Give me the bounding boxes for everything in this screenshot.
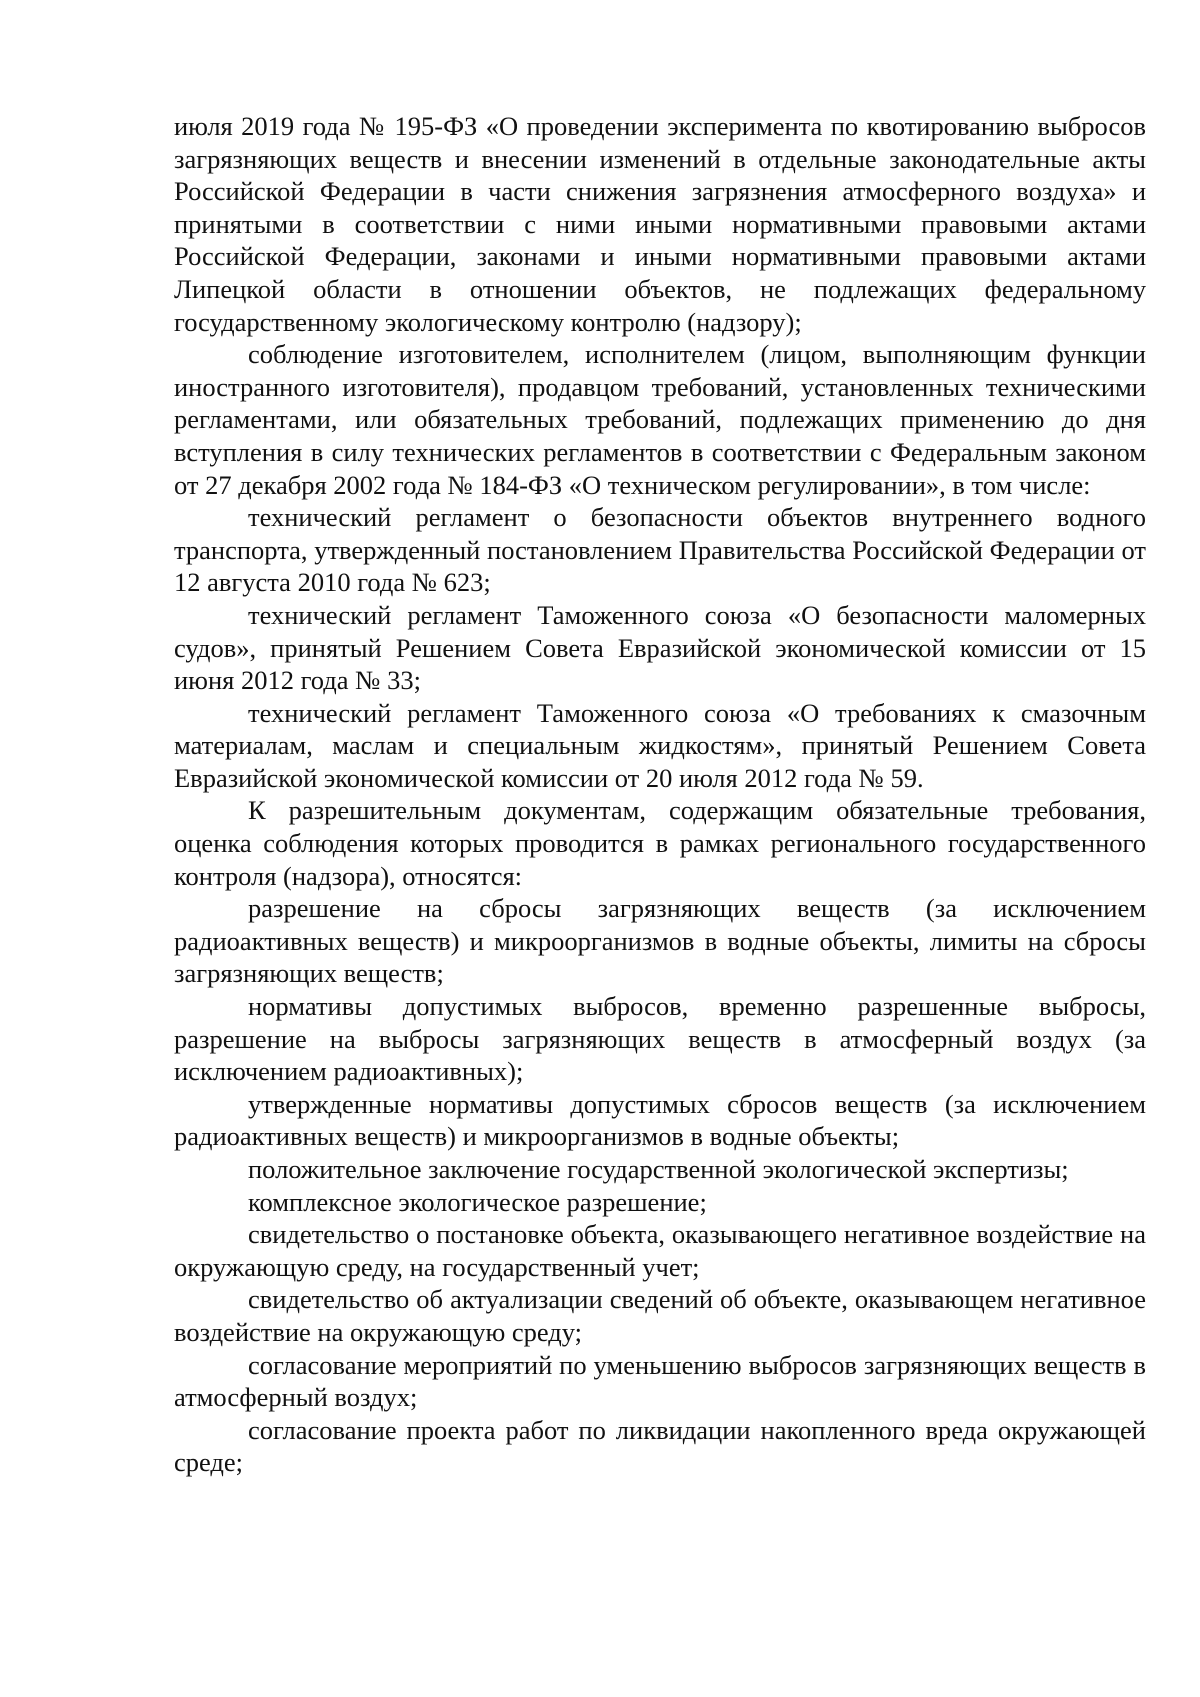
paragraph-3: технический регламент о безопасности объектов внутреннего водного транспорта, утвержденный постановлением Правительства Российской Федерации от 12 августа 2010 года № 623; (174, 502, 1146, 598)
paragraph-4: технический регламент Таможенного союза «О безопасности маломерных судов», принятый Решением Совета Евразийской экономической комиссии от 15 июня 2012 года № 33; (174, 599, 1146, 696)
paragraph-1: июля 2019 года № 195-ФЗ «О проведении эксперимента по квотированию выбросов загрязняющих веществ и внесении изменений в отдельные законодательные акты Российской Федерации в части снижения загрязнения атмосферного воздуха» и принятыми в соответствии с ними иными нормативными правовыми актами Российской Федерации, законами и иными нормативными правовыми актами Липецкой области в отношении объектов, не подлежащих федеральному государственному экологическому контролю (надзору); (174, 111, 1146, 337)
paragraph-5: технический регламент Таможенного союза «О требованиях к смазочным материалам, маслам и специальным жидкостям», принятый Решением Совета Евразийской экономической комиссии от 20 июля 2012 года № 59. (174, 697, 1146, 793)
paragraph-11: комплексное экологическое разрешение; (248, 1186, 707, 1217)
paragraph-15: согласование проекта работ по ликвидации накопленного вреда окружающей среде; (174, 1414, 1146, 1478)
document-page (174, 110, 1146, 1479)
paragraph-10: положительное заключение государственной экологической экспертизы; (248, 1154, 1069, 1184)
paragraph-14: согласование мероприятий по уменьшению выбросов загрязняющих веществ в атмосферный воздух; (174, 1349, 1146, 1413)
paragraph-8: нормативы допустимых выбросов, временно разрешенные выбросы, разрешение на выбросы загрязняющих веществ в атмосферный воздух (за исключением радиоактивных); (174, 991, 1146, 1087)
paragraph-12: свидетельство о постановке объекта, оказывающего негативное воздействие на окружающую среду, на государственный учет; (174, 1219, 1146, 1282)
paragraph-6: К разрешительным документам, содержащим обязательные требования, оценка соблюдения которых проводится в рамках регионального государственного контроля (надзора), относятся: (174, 795, 1146, 891)
paragraph-7: разрешение на сбросы загрязняющих веществ (за исключением радиоактивных веществ) и микроорганизмов в водные объекты, лимиты на сбросы загрязняющих веществ; (174, 893, 1146, 989)
paragraph-9: утвержденные нормативы допустимых сбросов веществ (за исключением радиоактивных веществ) и микроорганизмов в водные объекты; (174, 1088, 1146, 1152)
paragraph-13: свидетельство об актуализации сведений об объекте, оказывающем негативное воздействие на окружающую среду; (174, 1284, 1146, 1347)
paragraph-2: соблюдение изготовителем, исполнителем (лицом, выполняющим функции иностранного изготовителя), продавцом требований, установленных техническими регламентами, или обязательных требований, подлежащих применению до дня вступления в силу технических регламентов в соответствии с Федеральным законом от 27 декабря 2002 года № 184-ФЗ «О техническом регулировании», в том числе: (174, 339, 1146, 500)
